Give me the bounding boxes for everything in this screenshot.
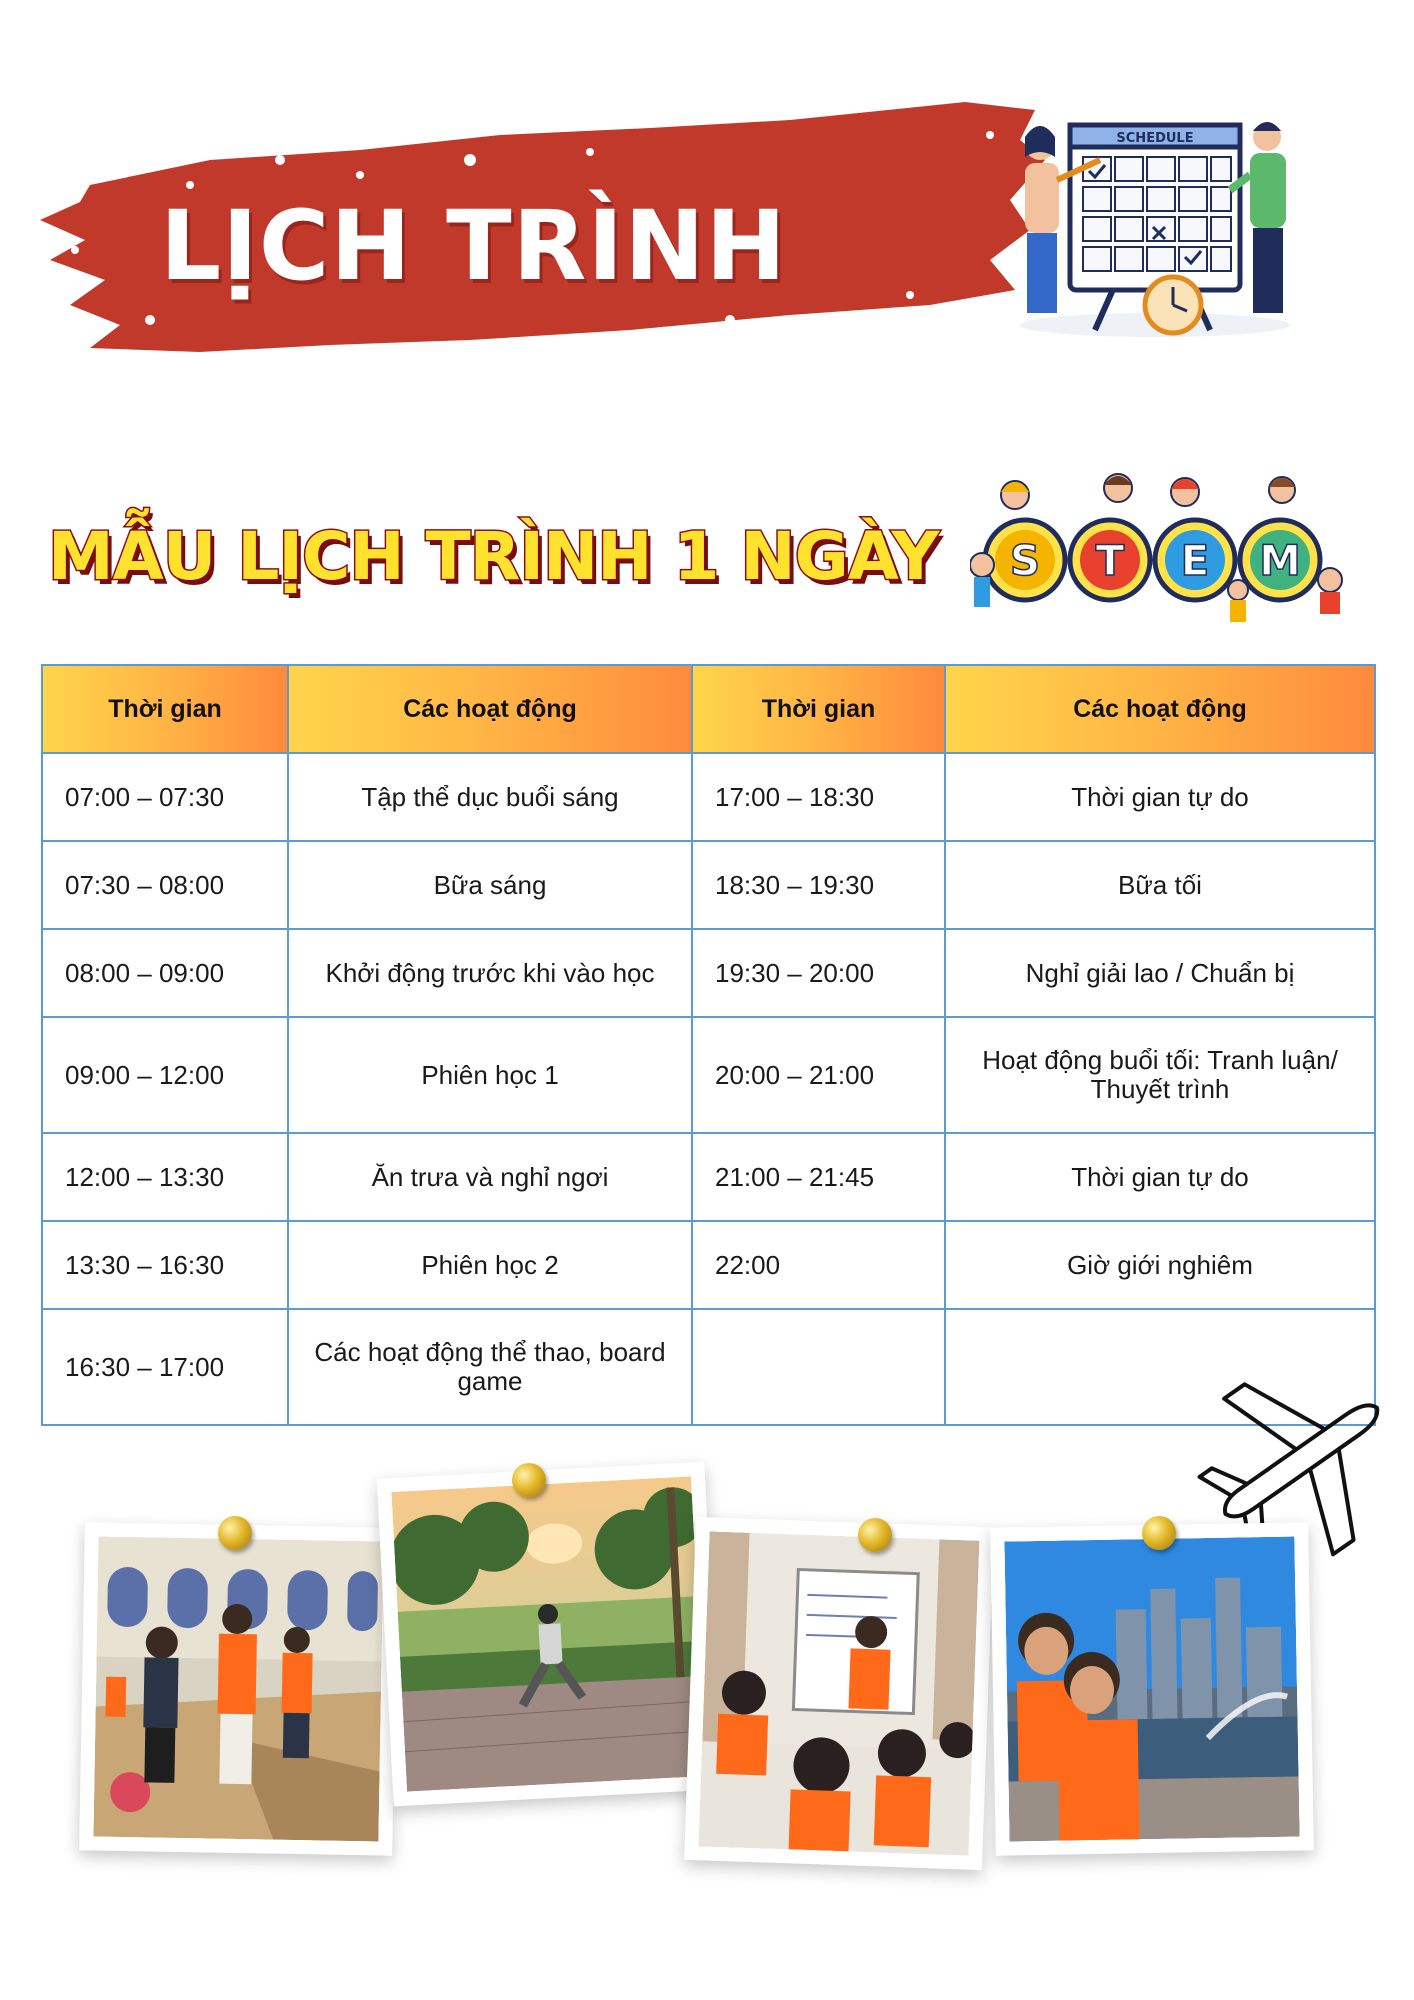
time-cell: 16:30 – 17:00 [42, 1309, 288, 1425]
time-cell: 09:00 – 12:00 [42, 1017, 288, 1133]
time-cell [692, 1309, 945, 1425]
pin-icon [1142, 1516, 1176, 1550]
pin-icon [858, 1518, 892, 1552]
time-cell: 18:30 – 19:30 [692, 841, 945, 929]
time-cell: 13:30 – 16:30 [42, 1221, 288, 1309]
photo-classroom [684, 1517, 994, 1870]
table-header-row [42, 665, 1375, 753]
table-row [42, 841, 1375, 929]
schedule-board-label: SCHEDULE [1116, 131, 1194, 146]
time-cell: 07:00 – 07:30 [42, 753, 288, 841]
time-cell: 19:30 – 20:00 [692, 929, 945, 1017]
title-banner [30, 90, 1050, 360]
schedule-board-illustration [1005, 115, 1295, 340]
daily-schedule-table [41, 664, 1376, 1426]
table-row [42, 1221, 1375, 1309]
activity-cell: Phiên học 2 [288, 1221, 692, 1309]
header-activity-2: Các hoạt động [945, 665, 1375, 753]
table-row [42, 1133, 1375, 1221]
activity-cell: Khởi động trước khi vào học [288, 929, 692, 1017]
activity-cell: Hoạt động buổi tối: Tranh luận/ Thuyết trình [945, 1017, 1375, 1133]
table-row [42, 1017, 1375, 1133]
stem-kids-illustration [970, 470, 1350, 630]
photo-bowling [79, 1522, 398, 1855]
header-time-1: Thời gian [42, 665, 288, 753]
activity-cell: Tập thể dục buổi sáng [288, 753, 692, 841]
header-time-2: Thời gian [692, 665, 945, 753]
table-row [42, 929, 1375, 1017]
activity-cell: Bữa tối [945, 841, 1375, 929]
activity-cell: Nghỉ giải lao / Chuẩn bị [945, 929, 1375, 1017]
header-activity-1: Các hoạt động [288, 665, 692, 753]
page-title: LỊCH TRÌNH [160, 190, 787, 302]
table-row [42, 753, 1375, 841]
stem-letters [985, 520, 1320, 600]
time-cell: 21:00 – 21:45 [692, 1133, 945, 1221]
activity-cell: Giờ giới nghiêm [945, 1221, 1375, 1309]
time-cell: 07:30 – 08:00 [42, 841, 288, 929]
time-cell: 08:00 – 09:00 [42, 929, 288, 1017]
svg-text:E: E [1180, 536, 1210, 585]
time-cell: 22:00 [692, 1221, 945, 1309]
activity-cell: Bữa sáng [288, 841, 692, 929]
activity-cell: Phiên học 1 [288, 1017, 692, 1133]
activity-cell: Thời gian tự do [945, 753, 1375, 841]
time-cell: 17:00 – 18:30 [692, 753, 945, 841]
svg-text:M: M [1259, 536, 1301, 585]
photo-city-trip [990, 1522, 1314, 1856]
time-cell: 12:00 – 13:30 [42, 1133, 288, 1221]
activity-cell: Thời gian tự do [945, 1133, 1375, 1221]
time-cell: 20:00 – 21:00 [692, 1017, 945, 1133]
photo-running [377, 1462, 722, 1807]
svg-text:T: T [1095, 536, 1125, 585]
svg-text:S: S [1009, 536, 1041, 585]
pin-icon [218, 1516, 252, 1550]
activity-cell: Các hoạt động thể thao, board game [288, 1309, 692, 1425]
pin-icon [512, 1463, 546, 1497]
activity-cell: Ăn trưa và nghỉ ngơi [288, 1133, 692, 1221]
section-subtitle: MẪU LỊCH TRÌNH 1 NGÀY [48, 518, 939, 595]
